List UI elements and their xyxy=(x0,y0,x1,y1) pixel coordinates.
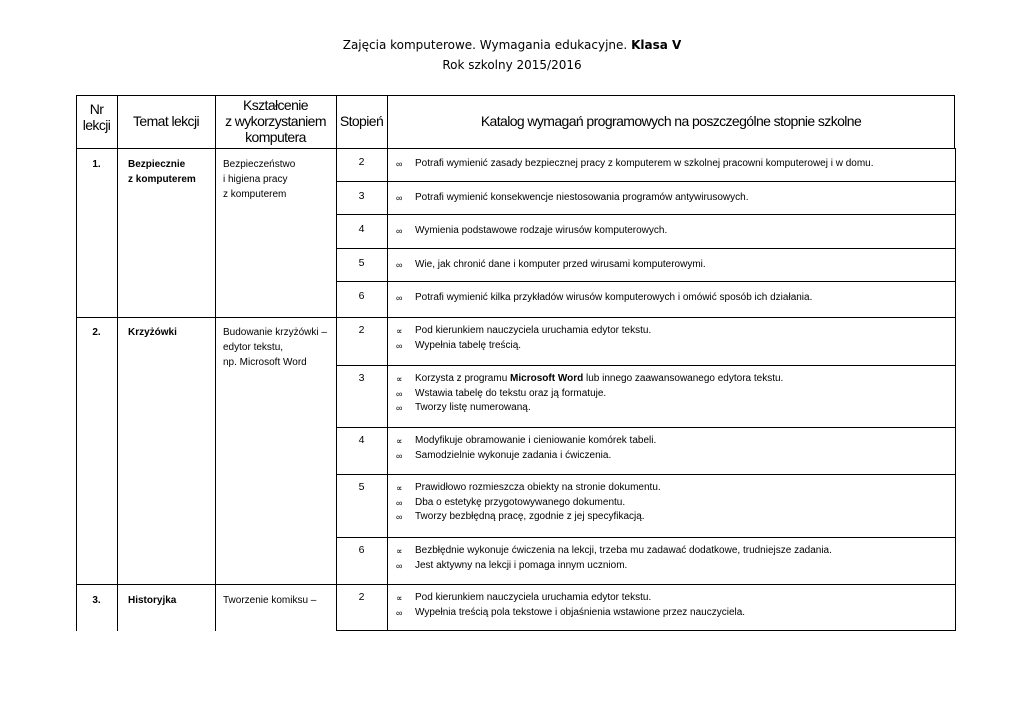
list-item: ∞ Wypełnia treścią pola tekstowe i objaśnienia wstawione przez nauczyciela. xyxy=(396,606,956,621)
list-item: ∞ Tworzy listę numerowaną. xyxy=(396,401,956,416)
requirement-list xyxy=(396,544,956,573)
lesson-education: Bezpieczeństwo i higiena pracy z komputerem xyxy=(223,159,296,200)
infinity-bullet-icon: ∞ xyxy=(396,607,403,618)
requirement-list xyxy=(396,191,956,206)
column-header-topic: Temat lekcji xyxy=(133,113,199,129)
column-header-nr: Nr lekcji xyxy=(82,101,111,133)
grade-value: 2 xyxy=(358,156,365,168)
grade-value: 3 xyxy=(358,190,365,202)
list-item: ∞ Wstawia tabelę do tekstu oraz ją formatuje. xyxy=(396,387,956,402)
list-item: ∞ Wie, jak chronić dane i komputer przed wirusami komputerowymi. xyxy=(396,258,956,273)
list-item: ∝ Bezbłędnie wykonuje ćwiczenia na lekcji, trzeba mu zadawać dodatkowe, trudniejsze zadania. xyxy=(396,544,956,559)
lesson-number: 3. xyxy=(92,595,101,606)
infinity-bullet-icon: ∞ xyxy=(396,260,403,270)
grade-value: 2 xyxy=(358,324,365,336)
grade-value: 4 xyxy=(358,434,365,446)
requirement-list xyxy=(396,291,956,306)
list-item: ∞ Dba o estetykę przygotowywanego dokumentu. xyxy=(396,496,956,511)
infinity-bullet-icon: ∞ xyxy=(396,512,403,522)
grade-value: 3 xyxy=(358,372,365,384)
requirement-list xyxy=(396,591,956,620)
list-item: ∞ Jest aktywny na lekcji i pomaga innym uczniom. xyxy=(396,559,956,574)
column-header-education: Kształcenie z wykorzystaniem komputera xyxy=(225,97,326,145)
document-title: Zajęcia komputerowe. Wymagania edukacyjne. Klasa V xyxy=(342,38,682,52)
list-item: ∝ Korzysta z programu Microsoft Word lub innego zaawansowanego edytora tekstu. xyxy=(396,372,956,387)
column-header-grade: Stopień xyxy=(339,113,384,129)
infinity-bullet-icon: ∞ xyxy=(396,340,403,351)
infinity-bullet-icon: ∞ xyxy=(396,497,403,508)
lesson-topic: Bezpiecznie z komputerem xyxy=(128,159,196,185)
infinity-bullet-icon: ∞ xyxy=(396,560,403,571)
list-item: ∞ Potrafi wymienić kilka przykładów wirusów komputerowych i omówić sposób ich działania. xyxy=(396,291,956,306)
requirement-list xyxy=(396,372,956,416)
proportional-bullet-icon: ∝ xyxy=(396,374,403,384)
requirement-list xyxy=(396,258,956,273)
proportional-bullet-icon: ∝ xyxy=(396,436,403,446)
column-header-catalog: Katalog wymagań programowych na poszczególne stopnie szkolne xyxy=(480,113,862,129)
proportional-bullet-icon: ∝ xyxy=(396,546,403,556)
requirement-list xyxy=(396,157,956,172)
list-item: ∞ Tworzy bezbłędną pracę, zgodnie z jej specyfikacją. xyxy=(396,510,956,525)
list-item: ∝ Pod kierunkiem nauczyciela uruchamia edytor tekstu. xyxy=(396,591,956,606)
grade-value: 2 xyxy=(358,591,365,603)
lesson-education: Budowanie krzyżówki – edytor tekstu, np. Microsoft Word xyxy=(223,327,327,368)
list-item: ∞ Potrafi wymienić zasady bezpiecznej pracy z komputerem w szkolnej pracowni komputerowej i w domu. xyxy=(396,157,956,172)
infinity-bullet-icon: ∞ xyxy=(396,403,403,413)
infinity-bullet-icon: ∞ xyxy=(396,388,403,399)
lesson-number: 2. xyxy=(92,327,101,338)
requirement-list xyxy=(396,434,956,463)
list-item: ∝ Prawidłowo rozmieszcza obiekty na stronie dokumentu. xyxy=(396,481,956,496)
infinity-bullet-icon: ∞ xyxy=(396,450,403,461)
list-item: ∞ Samodzielnie wykonuje zadania i ćwiczenia. xyxy=(396,449,956,464)
list-item: ∝ Pod kierunkiem nauczyciela uruchamia edytor tekstu. xyxy=(396,324,956,339)
infinity-bullet-icon: ∞ xyxy=(396,159,403,169)
grade-value: 4 xyxy=(358,223,365,235)
school-year: Rok szkolny 2015/2016 xyxy=(442,58,582,72)
proportional-bullet-icon: ∝ xyxy=(396,593,403,603)
proportional-bullet-icon: ∝ xyxy=(396,483,403,493)
proportional-bullet-icon: ∝ xyxy=(396,326,403,336)
infinity-bullet-icon: ∞ xyxy=(396,293,403,303)
list-item: ∞ Potrafi wymienić konsekwencje niestosowania programów antywirusowych. xyxy=(396,191,956,206)
grade-value: 6 xyxy=(358,544,365,556)
list-item: ∞ Wymienia podstawowe rodzaje wirusów komputerowych. xyxy=(396,224,956,239)
infinity-bullet-icon: ∞ xyxy=(396,226,403,236)
lesson-topic: Historyjka xyxy=(128,595,177,606)
lesson-topic: Krzyżówki xyxy=(128,327,177,338)
lesson-education: Tworzenie komiksu – xyxy=(223,595,317,606)
requirement-list xyxy=(396,324,956,353)
requirement-list xyxy=(396,224,956,239)
requirement-list xyxy=(396,481,956,525)
infinity-bullet-icon: ∞ xyxy=(396,193,403,203)
list-item: ∝ Modyfikuje obramowanie i cieniowanie komórek tabeli. xyxy=(396,434,956,449)
class-label: Klasa V xyxy=(631,38,682,52)
list-item: ∞ Wypełnia tabelę treścią. xyxy=(396,339,956,354)
grade-value: 6 xyxy=(358,290,365,302)
lesson-number: 1. xyxy=(92,159,101,170)
grade-value: 5 xyxy=(358,481,365,493)
grade-value: 5 xyxy=(358,257,365,269)
